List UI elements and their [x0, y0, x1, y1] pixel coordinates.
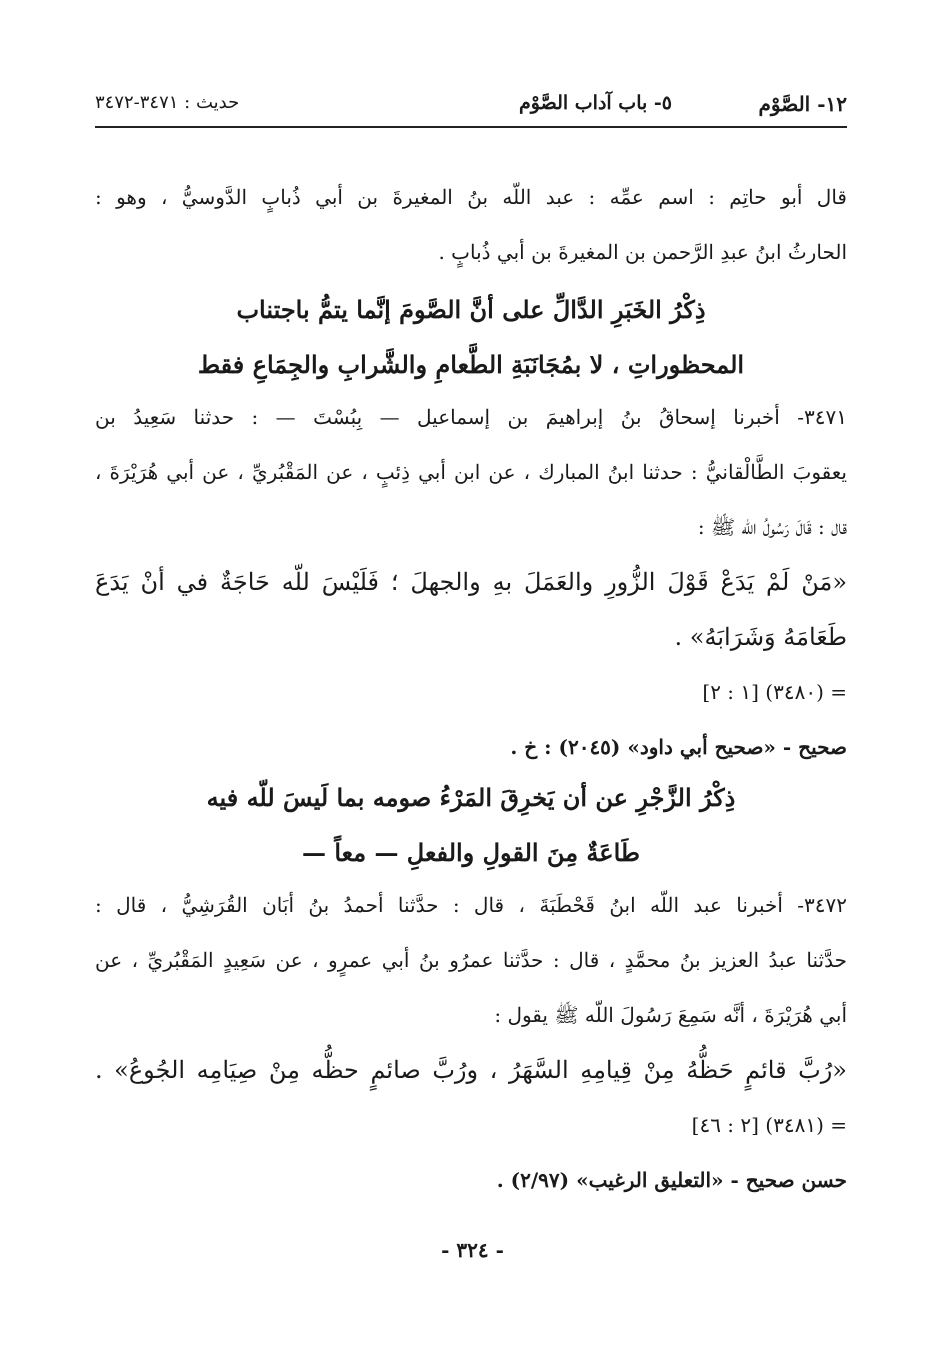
heading-line: ذِكْرُ الزَّجْرِ عن أن يَخرِقَ المَرْءُ صومه بما لَيسَ للّه فيه	[206, 783, 736, 812]
section-heading-2	[95, 770, 847, 880]
hadith-range: حديث : ٣٤٧١-٣٤٧٢	[95, 92, 240, 113]
heading-line: طَاعَةٌ مِنَ القولِ والفعلِ — معاً —	[301, 838, 641, 867]
isnad-line: قال : قَالَ رَسُولُ اللّه ﷺ :	[697, 515, 847, 539]
intro-paragraph	[95, 170, 847, 280]
header-rule	[95, 126, 847, 128]
intro-line: الحارثُ ابنُ عبدِ الرَّحمن بن المغيرةَ بن أبي ذُبابٍ .	[438, 240, 847, 264]
grading: صحيح - «صحيح أبي داود» (٢٠٤٥) : خ .	[510, 735, 847, 759]
isnad-line: ٣٤٧٢- أخبرنا عبد اللّه ابنُ قَحْطَبَةَ ، قال : حدَّثنا أحمدُ بنُ أبَان القُرَشِيُّ ، قال :	[95, 893, 847, 917]
running-header	[95, 92, 847, 126]
intro-line: قال أبو حاتِم : اسم عمِّه : عبد اللّه بنُ المغيرةَ بن أبي ذُبابٍ الدَّوسيُّ ، وهو :	[95, 185, 847, 209]
isnad-line: أبي هُرَيْرَةَ ، أنَّه سَمِعَ رَسُولَ اللّه ﷺ يقول :	[494, 1003, 847, 1027]
isnad-line: ٣٤٧١- أخبرنا إسحاقُ بنُ إبراهيمَ بن إسماعيل — بِبُسْتَ — : حدثنا سَعِيدُ بن	[95, 405, 847, 429]
heading-line: ذِكْرُ الخَبَرِ الدَّالِّ على أنَّ الصَّومَ إنَّما يتمُّ باجتناب	[236, 295, 706, 324]
section-heading-1	[95, 282, 847, 392]
matn-line: «رُبَّ قائمٍ حَظُّهُ مِنْ قِيامِهِ السَّهَرُ ، ورُبَّ صائمٍ حظُّه مِنْ صِيَامِه الجُوعُ» .	[95, 1056, 847, 1084]
hadith-3472	[95, 878, 847, 1208]
cross-reference: = (٣٤٨١) [٢ : ٤٦]	[691, 1113, 847, 1137]
chapter-title: ٥- باب آداب الصَّوْم	[519, 92, 672, 114]
cross-reference: = (٣٤٨٠) [١ : ٢]	[702, 680, 847, 704]
page-number: - ٣٢٤ -	[441, 1238, 504, 1262]
heading-line: المحظوراتِ ، لا بمُجَانَبَةِ الطَّعامِ والشَّرابِ والجِمَاعِ فقط	[197, 350, 745, 379]
hadith-3471	[95, 390, 847, 775]
matn-line: طَعَامَهُ وَشَرَابَهُ» .	[674, 623, 847, 651]
isnad-line: حدَّثنا عبدُ العزيز بنُ محمَّدٍ ، قال : حدَّثنا عمرُو بنُ أبي عمرٍو ، عن سَعِيدٍ المَقْبُريِّ ، عن	[95, 948, 847, 972]
matn-line: «مَنْ لَمْ يَدَعْ قَوْلَ الزُّورِ والعَمَلَ بهِ والجهلَ ؛ فَلَيْسَ للّه حَاجَةٌ في أنْ يَدَعَ	[95, 568, 847, 596]
grading: حسن صحيح - «التعليق الرغيب» (٢/٩٧) .	[496, 1168, 847, 1192]
isnad-line: يعقوبَ الطَّالْقانيُّ : حدثنا ابنُ المبارك ، عن ابن أبي ذِئبٍ ، عن المَقْبُريِّ ، عن أبي هُرَيْرَةَ ،	[95, 460, 847, 484]
book-title: ١٢- الصَّوْم	[758, 92, 847, 116]
